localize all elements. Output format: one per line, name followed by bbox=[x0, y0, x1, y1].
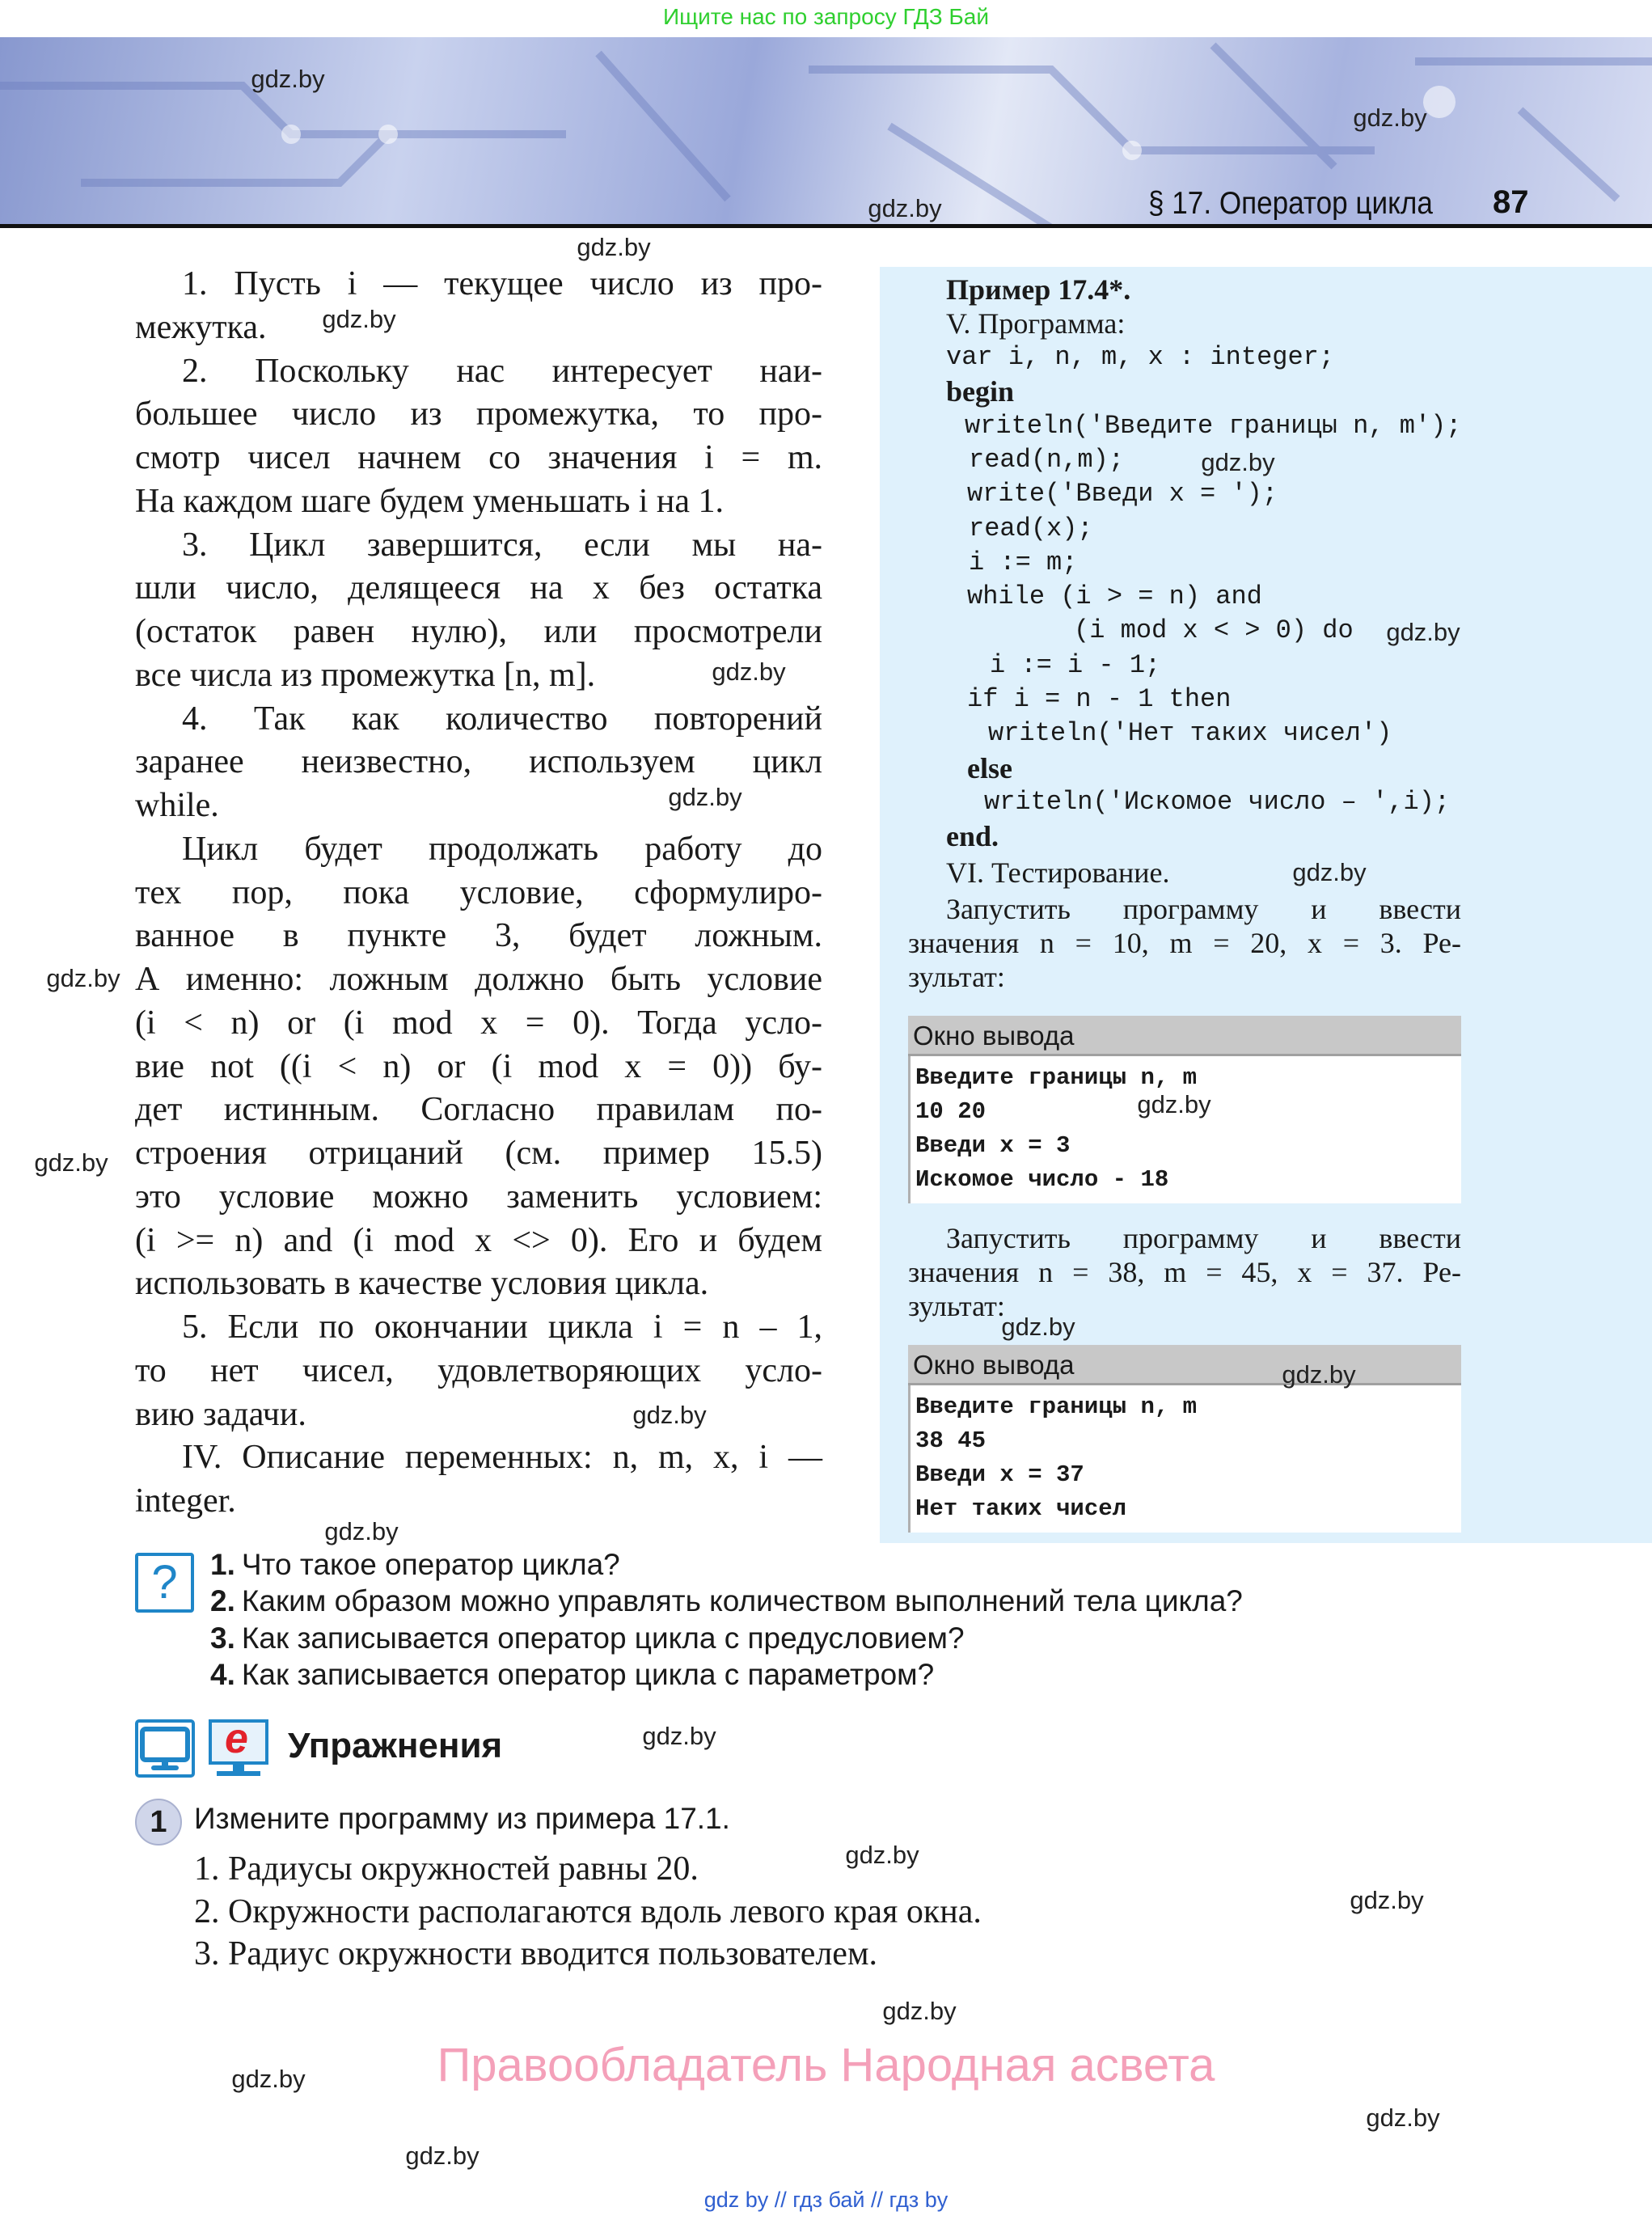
watermark: gdz.by bbox=[231, 2065, 306, 2093]
watermark: gdz.by bbox=[1366, 2103, 1440, 2132]
computer-monitor-icon bbox=[135, 1719, 195, 1778]
copyright-watermark: Правообладатель Народная асвета bbox=[437, 2039, 1215, 2091]
code-line: while (i > = n) and bbox=[967, 581, 1262, 612]
text-line: На каждом шаге будем уменьшать i на 1. bbox=[135, 482, 725, 520]
run-text-2-line: Запустить программу и ввести bbox=[946, 1222, 1461, 1254]
watermark: gdz.by bbox=[642, 1722, 716, 1750]
output-line: 38 45 bbox=[915, 1427, 987, 1454]
output-line: Искомое число - 18 bbox=[915, 1166, 1169, 1193]
search-banner[interactable]: Ищите нас по запросу ГДЗ Бай bbox=[662, 4, 990, 29]
text-line: 2. Поскольку нас интересует наи- bbox=[182, 352, 822, 390]
watermark: gdz.by bbox=[324, 1517, 399, 1545]
exercise-subitem: 1. Радиусы окружностей равны 20. bbox=[194, 1850, 699, 1888]
output-window-title: Окно вывода bbox=[908, 1016, 1461, 1056]
question-number: 3. bbox=[210, 1621, 235, 1655]
text-line: тех пор, пока условие, сформулиро- bbox=[135, 873, 822, 911]
watermark: gdz.by bbox=[46, 964, 120, 992]
output-window-title: Окно вывода bbox=[908, 1345, 1461, 1385]
code-line: read(x); bbox=[969, 513, 1093, 543]
code-line: writeln('Введите границы n, m'); bbox=[965, 410, 1462, 441]
text-line: 1. Пусть i — текущее число из про- bbox=[182, 265, 822, 302]
watermark: gdz.by bbox=[1386, 618, 1460, 646]
question-number: 2. bbox=[210, 1584, 235, 1617]
page-header bbox=[0, 37, 1652, 228]
section-title: § 17. Оператор цикла bbox=[1148, 186, 1433, 221]
text-line: использовать в качестве условия цикла. bbox=[135, 1265, 709, 1303]
text-line: вию задачи. bbox=[135, 1395, 306, 1433]
text-line: Цикл будет продолжать работу до bbox=[182, 830, 822, 868]
question-number: 4. bbox=[210, 1658, 235, 1691]
watermark: gdz.by bbox=[1001, 1313, 1075, 1341]
question-item bbox=[210, 1583, 1243, 1619]
code-line: i := m; bbox=[969, 547, 1078, 577]
watermark: gdz.by bbox=[845, 1841, 919, 1869]
exercise-subitem: 2. Окружности располагаются вдоль левого края окна. bbox=[194, 1893, 982, 1930]
run-text-1-line: значения n = 10, m = 20, x = 3. Ре- bbox=[908, 927, 1461, 959]
code-line: begin bbox=[946, 375, 1015, 408]
exercise-text: Измените программу из примера 17.1. bbox=[194, 1802, 730, 1835]
text-line: смотр чисел начнем со значения i = m. bbox=[135, 439, 822, 476]
code-line: else bbox=[967, 751, 1012, 784]
exercise-subitem: 3. Радиус окружности вводится пользователем. bbox=[194, 1935, 878, 1972]
text-line: межутка. bbox=[135, 308, 267, 346]
text-line: integer. bbox=[135, 1482, 236, 1520]
code-line: i := i - 1; bbox=[990, 649, 1161, 680]
e-letter: e bbox=[225, 1715, 248, 1762]
example-title: Пример 17.4*. bbox=[946, 273, 1131, 306]
watermark: gdz.by bbox=[668, 783, 742, 811]
code-line: read(n,m); bbox=[969, 444, 1125, 475]
question-text: Как записывается оператор цикла с предусловием? bbox=[241, 1621, 965, 1655]
output-line: Введите границы n, m bbox=[915, 1393, 1198, 1420]
text-line: ванное в пункте 3, будет ложным. bbox=[135, 917, 822, 955]
text-line: заранее неизвестно, используем цикл bbox=[135, 743, 822, 781]
question-item bbox=[210, 1547, 620, 1583]
watermark: gdz.by bbox=[712, 657, 786, 686]
text-line: шли число, делящееся на x без остатка bbox=[135, 569, 822, 607]
code-line: var i, n, m, x : integer; bbox=[946, 342, 1335, 372]
text-line: вие not ((i < n) or (i mod x = 0)) бу- bbox=[135, 1047, 822, 1085]
code-line: write('Введи x = '); bbox=[967, 479, 1278, 509]
code-line: end. bbox=[946, 820, 999, 853]
text-line: все числа из промежутка [n, m]. bbox=[135, 656, 596, 694]
code-line: writeln('Нет таких чисел') bbox=[988, 718, 1392, 749]
question-item bbox=[210, 1621, 965, 1656]
output-line: 10 20 bbox=[915, 1098, 987, 1125]
exercises-heading: Упражнения bbox=[288, 1726, 503, 1765]
question-icon: ? bbox=[135, 1553, 194, 1613]
question-text: Каким образом можно управлять количеством выполнений тела цикла? bbox=[241, 1584, 1243, 1617]
output-line: Введи x = 37 bbox=[915, 1461, 1084, 1488]
question-item bbox=[210, 1657, 934, 1693]
output-window bbox=[908, 1345, 1461, 1533]
text-line: это условие можно заменить условием: bbox=[135, 1178, 822, 1216]
text-line: большее число из промежутка, то про- bbox=[135, 395, 822, 433]
watermark: gdz.by bbox=[34, 1148, 108, 1177]
exercise-number-badge: 1 bbox=[135, 1799, 182, 1846]
text-line: то нет чисел, удовлетворяющих усло- bbox=[135, 1351, 822, 1389]
text-line: IV. Описание переменных: n, m, x, i — bbox=[182, 1439, 822, 1477]
text-line: А именно: ложным должно быть условие bbox=[135, 961, 822, 998]
question-text: Как записывается оператор цикла с параметром? bbox=[241, 1658, 935, 1691]
question-text: Что такое оператор цикла? bbox=[241, 1548, 620, 1581]
text-line: (остаток равен нулю), или просмотрели bbox=[135, 613, 822, 650]
run-text-1-line: зультат: bbox=[908, 961, 1005, 993]
watermark: gdz.by bbox=[405, 2142, 480, 2170]
text-line: 3. Цикл завершится, если мы на- bbox=[182, 526, 822, 564]
watermark: gdz.by bbox=[1201, 448, 1275, 476]
run-text-2-line: зультат: bbox=[908, 1290, 1005, 1322]
text-line: 5. Если по окончании цикла i = n – 1, bbox=[182, 1309, 822, 1346]
testing-heading: VI. Тестирование. bbox=[946, 856, 1170, 889]
question-number: 1. bbox=[210, 1548, 235, 1581]
run-text-1-line: Запустить программу и ввести bbox=[946, 893, 1461, 925]
output-line: Введите границы n, m bbox=[915, 1064, 1198, 1091]
program-heading: V. Программа: bbox=[946, 307, 1126, 340]
watermark: gdz.by bbox=[1292, 858, 1367, 886]
watermark: gdz.by bbox=[322, 305, 396, 333]
watermark: gdz.by bbox=[1350, 1886, 1424, 1914]
watermark: gdz.by bbox=[882, 1997, 957, 2025]
text-line: while. bbox=[135, 787, 219, 824]
watermark: gdz.by bbox=[1353, 104, 1427, 132]
main-text-column bbox=[135, 263, 822, 1524]
watermark: gdz.by bbox=[1282, 1360, 1356, 1389]
text-line: строения отрицаний (см. пример 15.5) bbox=[135, 1135, 822, 1172]
watermark: gdz.by bbox=[577, 233, 651, 261]
text-line: 4. Так как количество повторений bbox=[182, 700, 822, 738]
output-line: Нет таких чисел bbox=[915, 1495, 1127, 1522]
text-line: (i >= n) and (i mod x <> 0). Его и будем bbox=[135, 1221, 822, 1259]
e-learning-icon bbox=[209, 1715, 268, 1778]
watermark: gdz.by bbox=[251, 65, 325, 93]
footer-links[interactable]: gdz by // гдз бай // гдз by bbox=[703, 2188, 949, 2212]
code-line: writeln('Искомое число – ',i); bbox=[984, 786, 1451, 817]
run-text-2-line: значения n = 38, m = 45, x = 37. Ре- bbox=[908, 1256, 1461, 1288]
watermark: gdz.by bbox=[1137, 1090, 1211, 1118]
text-line: (i < n) or (i mod x = 0). Тогда усло- bbox=[135, 1004, 822, 1042]
watermark: gdz.by bbox=[632, 1401, 707, 1429]
code-line: if i = n - 1 then bbox=[967, 684, 1232, 714]
watermark: gdz.by bbox=[868, 194, 942, 222]
text-line: дет истинным. Согласно правилам по- bbox=[135, 1091, 822, 1129]
output-line: Введи x = 3 bbox=[915, 1132, 1071, 1159]
code-line: (i mod x < > 0) do bbox=[1074, 615, 1354, 646]
page-number: 87 bbox=[1493, 184, 1529, 220]
